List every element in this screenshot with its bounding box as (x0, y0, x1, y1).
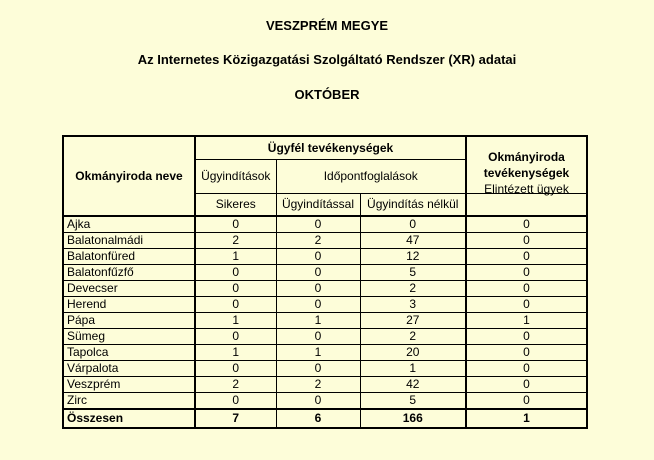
with-initiation-value: 0 (276, 216, 360, 233)
office-name: Devecser (63, 281, 195, 297)
office-name: Sümeg (63, 329, 195, 345)
with-initiation-value: 2 (276, 377, 360, 393)
total-with: 6 (276, 409, 360, 428)
total-name: Összesen (63, 409, 195, 428)
with-initiation-value: 0 (276, 393, 360, 410)
total-completed: 1 (466, 409, 587, 428)
office-name-header: Okmányiroda neve (63, 136, 195, 216)
completed-value: 0 (466, 361, 587, 377)
with-initiation-value: 1 (276, 313, 360, 329)
total-without: 166 (360, 409, 466, 428)
without-initiation-value: 0 (360, 216, 466, 233)
with-initiation-value: 0 (276, 361, 360, 377)
completed-value: 0 (466, 216, 587, 233)
without-initiation-value: 5 (360, 393, 466, 410)
client-activities-header: Ügyfél tevékenységek (195, 136, 466, 160)
table-row (63, 329, 587, 345)
initiations-header: Ügyindítások (195, 160, 276, 194)
successful-value: 0 (195, 329, 276, 345)
without-initiation-value: 3 (360, 297, 466, 313)
office-name: Zirc (63, 393, 195, 410)
page-subtitle: Az Internetes Közigazgatási Szolgáltató Rendszer (XR) adatai (137, 52, 517, 67)
office-name: Tapolca (63, 345, 195, 361)
completed-cases-header (466, 182, 587, 217)
completed-value: 1 (466, 313, 587, 329)
table-row (63, 281, 587, 297)
office-name: Várpalota (63, 361, 195, 377)
with-initiation-value: 0 (276, 265, 360, 281)
table-row (63, 345, 587, 361)
completed-value: 0 (466, 297, 587, 313)
successful-value: 1 (195, 313, 276, 329)
office-name: Balatonfűzfő (63, 265, 195, 281)
completed-value: 0 (466, 345, 587, 361)
without-initiation-value: 47 (360, 233, 466, 249)
table-row (63, 393, 587, 410)
without-initiation-value: 2 (360, 329, 466, 345)
appointments-header: Időpontfoglalások (276, 160, 466, 194)
successful-value: 0 (195, 297, 276, 313)
with-initiation-value: 0 (276, 297, 360, 313)
table-row (63, 361, 587, 377)
successful-value: 2 (195, 377, 276, 393)
completed-value: 0 (466, 377, 587, 393)
total-successful: 7 (195, 409, 276, 428)
table-row (63, 216, 587, 233)
office-name: Balatonfüred (63, 249, 195, 265)
table-row (63, 265, 587, 281)
successful-value: 0 (195, 393, 276, 410)
office-activities-line1: Okmányiroda (488, 150, 565, 164)
statistics-table (62, 135, 588, 429)
successful-value: 0 (195, 361, 276, 377)
office-name: Ajka (63, 216, 195, 233)
without-initiation-value: 2 (360, 281, 466, 297)
with-initiation-value: 0 (276, 329, 360, 345)
successful-value: 1 (195, 249, 276, 265)
table-row (63, 233, 587, 249)
with-initiation-value: 1 (276, 345, 360, 361)
completed-value: 0 (466, 281, 587, 297)
without-initiation-value: 12 (360, 249, 466, 265)
without-initiation-value: 42 (360, 377, 466, 393)
successful-header: Sikeres (195, 194, 276, 217)
completed-value: 0 (466, 233, 587, 249)
without-initiation-value: 1 (360, 361, 466, 377)
with-initiation-value: 2 (276, 233, 360, 249)
table-row (63, 313, 587, 329)
office-name: Herend (63, 297, 195, 313)
completed-cases-label: Elintézett ügyek (484, 182, 569, 196)
without-initiation-value: 5 (360, 265, 466, 281)
office-name: Balatonalmádi (63, 233, 195, 249)
successful-value: 1 (195, 345, 276, 361)
successful-value: 0 (195, 281, 276, 297)
office-name: Veszprém (63, 377, 195, 393)
successful-value: 0 (195, 216, 276, 233)
office-name: Pápa (63, 313, 195, 329)
page-title: VESZPRÉM MEGYE (265, 18, 389, 33)
completed-value: 0 (466, 393, 587, 410)
table-row (63, 249, 587, 265)
completed-value: 0 (466, 329, 587, 345)
completed-value: 0 (466, 265, 587, 281)
without-initiation-value: 20 (360, 345, 466, 361)
table-row (63, 297, 587, 313)
completed-value: 0 (466, 249, 587, 265)
table-row (63, 377, 587, 393)
table-body (63, 216, 587, 409)
office-activities-line2: tevékenységek (483, 166, 570, 180)
without-initiation-header: Ügyindítás nélkül (360, 194, 466, 217)
month-label: OKTÓBER (294, 87, 360, 102)
with-initiation-header: Ügyindítással (276, 194, 360, 217)
with-initiation-value: 0 (276, 281, 360, 297)
without-initiation-value: 27 (360, 313, 466, 329)
successful-value: 2 (195, 233, 276, 249)
with-initiation-value: 0 (276, 249, 360, 265)
successful-value: 0 (195, 265, 276, 281)
